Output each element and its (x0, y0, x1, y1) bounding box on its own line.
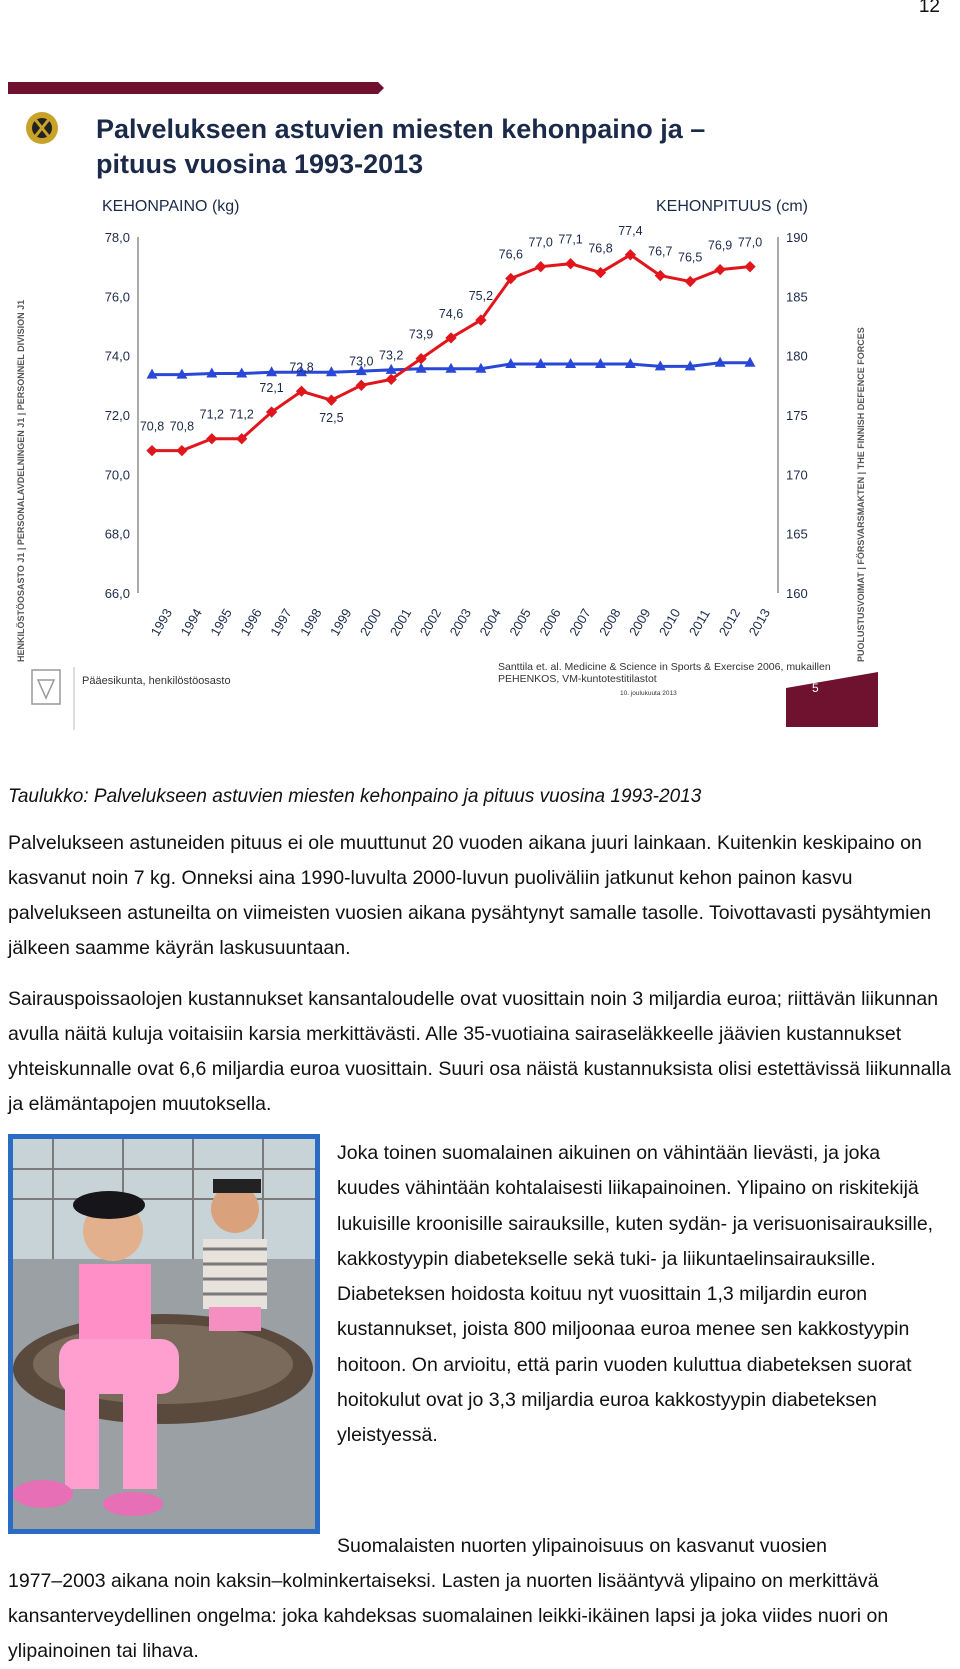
x-tick-label: 1998 (297, 605, 325, 639)
y-left-tick-label: 72,0 (104, 408, 130, 423)
crest-logo-icon (26, 112, 58, 144)
weight-data-label: 70,8 (139, 419, 165, 434)
series-height-line (147, 357, 756, 379)
source-line1: Santtila et. al. Medicine & Science in Sports & Exercise 2006, mukaillen (498, 661, 831, 673)
weight-data-label: 71,2 (199, 407, 224, 422)
paragraph-3: Joka toinen suomalainen aikuinen on vähintään lievästi, ja joka kuudes vähintään kohtalaisesti liikapainoinen. Ylipaino on riskitekijä lukuisille kroonisille sairauksille, kuten sydän- ja verisuonisairauksille, kakkostyypin diabetekselle sekä tuki- ja liikuntaelinsairauksille. Diabeteksen hoidosta koituu nyt vuosittain 1,3 miljardin euron kustannukset, joista 800 miljoonaa euroa menee sen kakkostyypin hoitoon. On arvioitu, että parin vuoden kuluttua diabeteksen suorat hoitokulut ovat jo 3,3 miljardia euroa kakkostyypin diabeteksen yleistyessä. (337, 1142, 934, 1447)
x-tick-label: 1997 (267, 605, 295, 639)
y-right-tick-label: 165 (786, 526, 808, 542)
x-tick-label: 2002 (416, 605, 445, 639)
weight-data-label: 77,1 (558, 232, 583, 247)
x-tick-label: 2003 (446, 605, 475, 639)
weight-point (714, 264, 725, 275)
x-tick-label: 2012 (715, 605, 744, 639)
y-left-tick-label: 76,0 (104, 289, 130, 305)
y-right-tick-label: 185 (786, 289, 808, 305)
x-tick-label: 2011 (685, 606, 713, 639)
y-right-tick-label: 180 (786, 348, 808, 364)
x-tick-label: 1999 (327, 605, 355, 639)
y-right-tick-label: 190 (786, 230, 808, 245)
y-right-tick-label: 160 (786, 586, 808, 601)
right-axis (778, 230, 808, 601)
children-photo (8, 1134, 320, 1534)
series-weight-line (146, 249, 755, 456)
weight-data-label: 70,8 (169, 419, 195, 434)
weight-data-label: 76,7 (648, 244, 673, 259)
weight-data-label: 75,2 (468, 289, 494, 304)
left-axis (105, 230, 138, 601)
y-right-tick-label: 170 (786, 467, 808, 483)
y-left-tick-label: 68,0 (104, 526, 130, 542)
weight-point (356, 380, 367, 391)
paragraph-4-rest: 1977–2003 aikana noin kaksin–kolminkertaiseksi. Lasten ja nuorten lisääntyvä ylipaino on merkittävä kansanterveydellinen ongelma: joka kahdeksas suomalainen leikki-ikäinen lapsi ja joka viides nuori on ylipainoinen tai lihava. (8, 1570, 889, 1662)
y-left-tick-label: 78,0 (104, 230, 130, 245)
footer-org: Pääesikunta, henkilöstöosasto (82, 675, 231, 687)
figure-caption: Taulukko: Palvelukseen astuvien miesten kehonpaino ja pituus vuosina 1993-2013 (8, 786, 702, 807)
slide-title-line2: pituus vuosina 1993-2013 (96, 149, 424, 179)
weight-data-label: 76,5 (678, 250, 703, 265)
chart-slide (8, 82, 928, 772)
weight-data-label: 76,8 (588, 241, 613, 256)
weight-data-label: 72,8 (289, 360, 314, 375)
y-left-tick-label: 66,0 (104, 586, 130, 601)
weight-point (744, 261, 755, 272)
y-left-tick-label: 70,0 (104, 467, 130, 483)
x-tick-label: 2013 (745, 605, 774, 639)
side-text-left: HENKILÖSTÖOSASTO J1 | PERSONALAVDELNINGEN J1 | PERSONNEL DIVISION J1 (16, 299, 26, 662)
weight-data-labels (140, 224, 762, 434)
footer-crest-icon (32, 670, 60, 704)
weight-data-label: 77,0 (737, 235, 763, 250)
weight-data-label: 73,0 (349, 354, 374, 369)
page-number: 12 (918, 0, 940, 17)
x-axis-ticks (148, 606, 773, 639)
weight-data-label: 77,4 (618, 223, 643, 238)
x-tick-label: 2005 (506, 605, 534, 639)
weight-data-label: 76,9 (707, 238, 733, 253)
y-right-tick-label: 175 (786, 408, 808, 423)
weight-point (535, 261, 546, 272)
weight-point (146, 445, 157, 456)
x-tick-label: 1994 (177, 605, 205, 639)
paragraph-1: Palvelukseen astuneiden pituus ei ole muuttunut 20 vuoden aikana juuri lainkaan. Kuitenkin keskipaino on kasvanut noin 7 kg. Onneksi aina 1990-luvulta 2000-luvun puoliväliin jatkunut kehon painon kasvu palvelukseen astuneilta on viimeisten vuosien aikana pysähtynyt samalle tasolle. Toivottavasti pysähtymien jälkeen saamme käyrän laskusuuntaan. (8, 832, 932, 959)
chart-svg (8, 82, 928, 772)
x-tick-label: 2010 (655, 605, 684, 639)
side-text-right: PUOLUSTUSVOIMAT | FÖRSVARSMAKTEN | THE FINNISH DEFENCE FORCES (856, 327, 866, 662)
weight-data-label: 74,6 (438, 306, 464, 321)
source-date: 10. joulukuuta 2013 (620, 690, 677, 697)
accent-top-bar (8, 82, 384, 94)
weight-data-label: 73,2 (379, 348, 404, 363)
left-axis-title: KEHONPAINO (kg) (102, 198, 240, 215)
paragraph-4 (8, 1529, 953, 1669)
source-line2: PEHENKOS, VM-kuntotestitilastot (498, 673, 657, 685)
x-tick-label: 1995 (207, 605, 235, 639)
paragraph-4-first-line: Suomalaisten nuorten ylipainoisuus on kasvanut vuosien (337, 1535, 827, 1557)
weight-data-label: 76,6 (498, 247, 523, 262)
weight-point (206, 433, 217, 444)
x-tick-label: 2007 (566, 605, 594, 639)
slide-number: 5 (812, 681, 819, 695)
weight-point (685, 276, 696, 287)
weight-point (326, 395, 337, 406)
weight-point (565, 258, 576, 269)
x-tick-label: 2001 (386, 605, 415, 639)
y-left-tick-label: 74,0 (104, 348, 130, 364)
x-tick-label: 1996 (237, 605, 265, 639)
weight-data-label: 72,5 (319, 411, 344, 426)
right-axis-title: KEHONPITUUS (cm) (656, 198, 808, 215)
x-tick-label: 1993 (147, 605, 176, 639)
weight-data-label: 77,0 (528, 235, 553, 250)
weight-data-label: 73,9 (408, 327, 434, 342)
x-tick-label: 2008 (596, 605, 624, 639)
x-tick-label: 2006 (536, 605, 564, 639)
footer-accent-block (786, 672, 878, 727)
weight-data-label: 71,2 (229, 407, 254, 422)
x-tick-label: 2004 (476, 605, 504, 639)
paragraph-2: Sairauspoissaolojen kustannukset kansantaloudelle ovat vuosittain noin 3 miljardia euroa; riittävän liikunnan avulla näitä kuluja voitaisiin karsia merkittävästi. Alle 35-vuotiaina sairaseläkkeelle jäävien kustannukset yhteiskunnalle ovat 6,6 miljardia euroa vuosittain. Suuri osa näistä kustannuksista olisi estettävissä liikunnalla ja elämäntapojen muutoksella. (8, 988, 952, 1115)
weight-data-label: 72,1 (259, 381, 284, 396)
weight-point (176, 445, 187, 456)
slide-title-line1: Palvelukseen astuvien miesten kehonpaino ja – (96, 114, 706, 144)
x-tick-label: 2009 (626, 605, 654, 639)
x-tick-label: 2000 (356, 605, 385, 639)
